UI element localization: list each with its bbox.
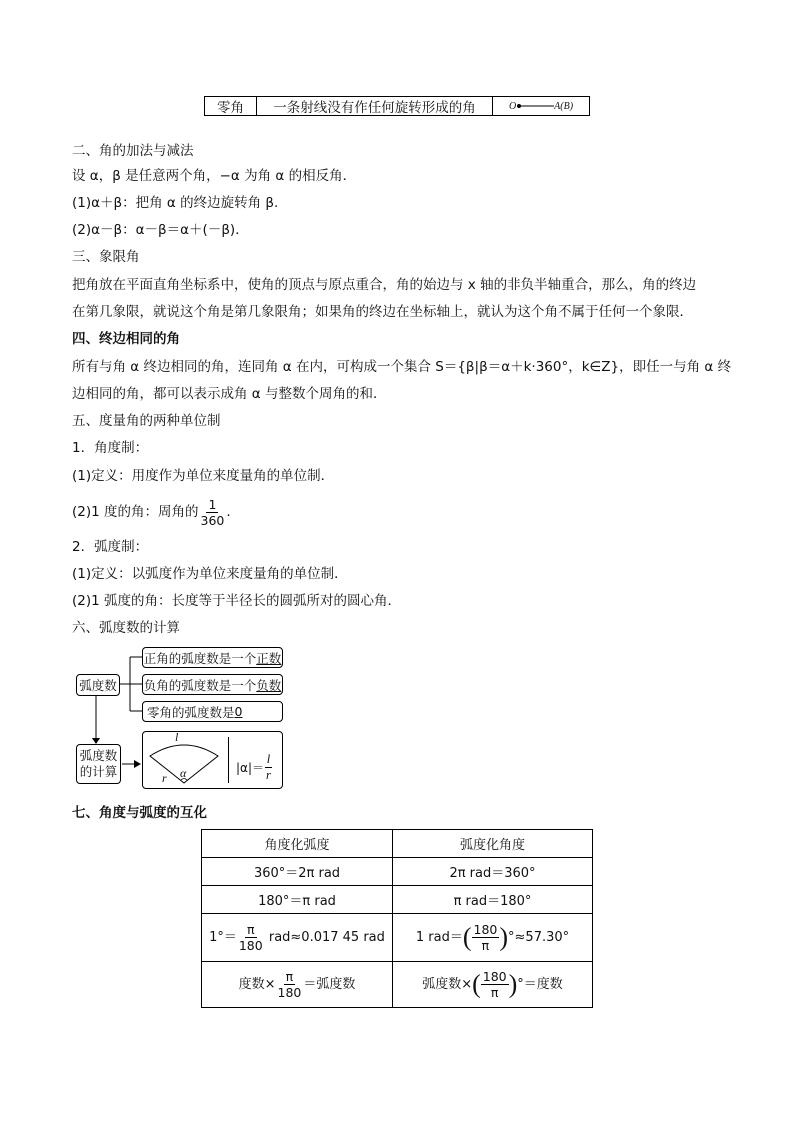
fraction — [237, 922, 265, 953]
numerator: π — [247, 922, 255, 937]
text-prefix: (2)1 度的角：周角的 — [72, 504, 199, 520]
label-ab: A(B) — [554, 100, 574, 112]
table-cell — [202, 914, 393, 962]
text-line: 把角放在平面直角坐标系中，使角的顶点与原点重合，角的始边与 x 轴的非负半轴重合，那么，角的终边 — [72, 277, 697, 293]
table-cell: 180°＝π rad — [202, 886, 393, 914]
denominator: 180 — [238, 938, 263, 953]
section-heading: 七、角度与弧度的互化 — [72, 805, 207, 821]
denominator: r — [266, 768, 271, 782]
section-heading: 四、终边相同的角 — [72, 331, 180, 347]
cell-text: 弧度数× — [422, 977, 473, 992]
label-alpha: α — [180, 766, 187, 780]
cell-text: 1°＝ — [209, 930, 237, 945]
label-l: l — [175, 730, 179, 744]
ray-icon — [516, 102, 554, 110]
fraction — [264, 752, 273, 783]
text-line: (2)α－β：α－β＝α＋(－β)． — [72, 222, 249, 238]
calc-label-line: 的计算 — [79, 764, 118, 779]
section-heading: 六、弧度数的计算 — [72, 620, 180, 636]
branch-positive — [142, 647, 283, 668]
zero-angle-name: 零角 — [205, 97, 257, 115]
paren-right: ) — [499, 922, 509, 952]
text-line: 边相同的角，都可以表示成角 α 与整数个周角的和． — [72, 386, 387, 402]
divider — [228, 737, 229, 783]
table-row — [202, 886, 593, 914]
text-suffix: . — [226, 504, 231, 520]
cell-text: °≈57.30° — [508, 930, 570, 945]
formula-lhs: |α|＝ — [236, 761, 264, 775]
table-cell: 360°＝2π rad — [202, 858, 393, 886]
branch-text: 零角的弧度数是 — [147, 704, 235, 720]
label-r: r — [162, 771, 167, 785]
text-line: (1)α＋β：把角 α 的终边旋转角 β. — [72, 195, 279, 211]
subheading: 2．弧度制： — [72, 539, 149, 555]
conversion-table — [201, 829, 593, 1008]
cell-text: rad≈0.017 45 rad — [264, 930, 385, 945]
section-heading: 三、象限角 — [72, 249, 140, 265]
denominator: 360 — [200, 512, 225, 528]
text-line-fraction — [72, 493, 231, 531]
zero-angle-definition: 一条射线没有作任何旋转形成的角 — [257, 97, 493, 115]
section-heading: 二、角的加法与减法 — [72, 143, 194, 159]
numerator: 1 — [208, 496, 217, 512]
table-cell — [393, 914, 593, 962]
cell-text: 1 rad＝ — [415, 930, 463, 945]
table-cell — [393, 962, 593, 1008]
branch-negative — [142, 674, 283, 695]
paren-left: ( — [472, 969, 481, 999]
text-line: (1)定义：用度作为单位来度量角的单位制． — [72, 468, 335, 484]
text-line: 所有与角 α 终边相同的角，连同角 α 在内，可构成一个集合 S＝{β|β＝α＋k·360°，k∈Z}，即任一与角 α 终 — [72, 359, 732, 375]
section-heading: 五、度量角的两种单位制 — [72, 413, 221, 429]
table-cell: 2π rad＝360° — [393, 858, 593, 886]
paren-right: ) — [508, 969, 518, 999]
fraction — [472, 922, 500, 953]
table-cell: π rad＝180° — [393, 886, 593, 914]
root-node: 弧度数 — [76, 674, 120, 696]
branch-text: 负角的弧度数是一个 — [143, 677, 257, 693]
text-line: 设 α，β 是任意两个角，−α 为角 α 的相反角． — [72, 168, 357, 184]
denominator: π — [490, 985, 499, 1000]
text-line: (2)1 弧度的角：长度等于半径长的圆弧所对的圆心角． — [72, 593, 402, 609]
paren-left: ( — [462, 922, 472, 952]
table-header-row — [202, 830, 593, 858]
table-header-cell: 弧度化角度 — [393, 830, 593, 858]
cell-text: 度数× — [238, 977, 276, 992]
text-line: (1)定义：以弧度作为单位来度量角的单位制． — [72, 566, 348, 582]
table-row — [202, 858, 593, 886]
branch-key: 0 — [234, 704, 243, 719]
calc-node — [76, 744, 121, 784]
branch-zero — [142, 701, 283, 722]
numerator: π — [285, 969, 294, 984]
branch-key: 正数 — [256, 650, 282, 666]
denominator: 180 — [277, 985, 302, 1000]
denominator: π — [481, 938, 490, 953]
branch-text: 正角的弧度数是一个 — [143, 650, 257, 666]
table-row — [202, 962, 593, 1008]
zero-angle-row — [204, 96, 590, 116]
numerator: 180 — [482, 969, 507, 984]
cell-text: ＝弧度数 — [303, 977, 356, 992]
subheading: 1．角度制： — [72, 440, 149, 456]
calc-label-line: 弧度数 — [79, 748, 118, 763]
table-row — [202, 914, 593, 962]
zero-angle-figure — [493, 97, 589, 115]
text-line: 在第几象限，就说这个角是第几象限角；如果角的终边在坐标轴上，就认为这个角不属于任何一个象限． — [72, 304, 693, 320]
numerator: 180 — [473, 922, 498, 937]
label-o: O — [508, 100, 517, 112]
branch-key: 负数 — [256, 677, 282, 693]
table-header-cell: 角度化弧度 — [202, 830, 393, 858]
table-cell — [202, 962, 393, 1008]
arc-formula — [236, 752, 273, 783]
numerator: l — [266, 752, 271, 766]
fraction — [199, 497, 227, 528]
fraction — [276, 969, 304, 1000]
fraction — [481, 969, 509, 1000]
cell-text: °＝度数 — [517, 977, 563, 992]
